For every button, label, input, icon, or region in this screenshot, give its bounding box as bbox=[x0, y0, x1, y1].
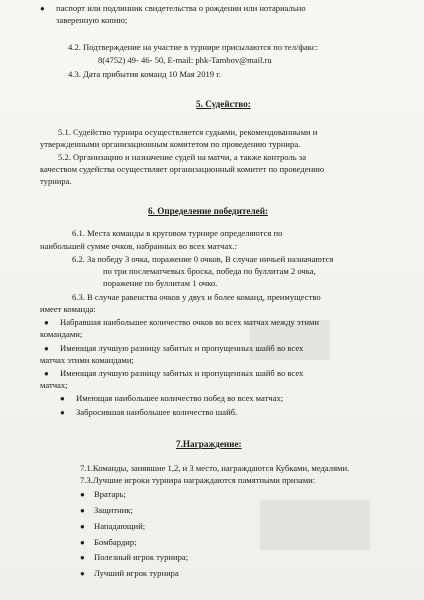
paragraph-6-1-line-1: 6.1. Места команды в круговом турнире определяются по bbox=[72, 228, 283, 238]
bullet-dot-icon: ● bbox=[44, 369, 49, 378]
paragraph-6-1-line-2: наибольшей сумме очков, набранных во всех матчах.: bbox=[40, 241, 237, 251]
bullet-dot-icon: ● bbox=[80, 553, 85, 562]
paragraph-5-1-line-1: 5.1. Судейство турнира осуществляется судьями, рекомендованными и bbox=[58, 127, 318, 137]
paragraph-4-3: 4.3. Дата прибытия команд 10 Мая 2019 г. bbox=[68, 69, 221, 79]
prize-item: Защитник; bbox=[94, 505, 133, 515]
section-5-title: 5. Судейство: bbox=[196, 99, 251, 109]
bullet-dot-icon: ● bbox=[80, 490, 85, 499]
paragraph-6-2-line-1: 6.2. За победу 3 очка, поражение 0 очков, В случае ничьей назначаются bbox=[72, 254, 334, 264]
paragraph-5-1-line-2: утвержденными организационным комитетом по проведению турнира. bbox=[40, 139, 301, 149]
bullet-dot-icon: ● bbox=[44, 344, 49, 353]
paragraph-6-3-line-1: 6.3. В случае равенства очков у двух и более команд, преимущество bbox=[72, 292, 321, 302]
paragraph-6-3-line-2: имеет команда: bbox=[40, 304, 96, 314]
paragraph-5-2-line-2: качеством судейства осуществляет организационный комитет по проведению bbox=[40, 164, 325, 174]
paragraph-4-2-line-1: 4.2. Подтверждение на участие в турнире присылаются по тел/факс: bbox=[68, 42, 318, 52]
paragraph-6-2-line-2: по три послематчевых броска, победа по буллитам 2 очка, bbox=[103, 266, 316, 276]
section-7-title: 7.Награждение: bbox=[176, 439, 242, 449]
criterion-1-line-2: командами; bbox=[40, 329, 83, 339]
bullet-dot-icon: ● bbox=[60, 408, 65, 417]
paragraph-5-2-line-1: 5.2. Организацию и назначение судей на матчи, а также контроль за bbox=[58, 152, 307, 162]
criterion-2-line-2: матчах этими командами; bbox=[40, 355, 134, 365]
bullet-dot-icon: ● bbox=[80, 522, 85, 531]
paragraph-6-2-line-3: поражение по буллитам 1 очко. bbox=[103, 278, 218, 288]
passport-line-1: паспорт или подлинник свидетельства о рождении или нотариально bbox=[56, 3, 306, 13]
criterion-1-line-1: Набравшая наибольшее количество очков во всех матчах между этими bbox=[60, 317, 319, 327]
prize-item: Нападающий; bbox=[94, 521, 146, 531]
bullet-dot-icon: ● bbox=[80, 538, 85, 547]
bullet-dot-icon: ● bbox=[40, 4, 45, 13]
paragraph-5-2-line-3: турнира. bbox=[40, 176, 72, 186]
bullet-dot-icon: ● bbox=[44, 318, 49, 327]
paragraph-7-3: 7.3.Лучшие игроки турнира награждаются памятными призами: bbox=[80, 475, 316, 485]
bullet-dot-icon: ● bbox=[80, 506, 85, 515]
criterion-5: Забросившая наибольшее количество шайб. bbox=[76, 407, 238, 417]
bullet-dot-icon: ● bbox=[60, 394, 65, 403]
bullet-dot-icon: ● bbox=[80, 569, 85, 578]
paragraph-4-2-line-2: 8(4752) 49- 46- 50, E-mail: phk-Tambov@mail.ru bbox=[98, 55, 272, 65]
prize-item: Лучший игрок турнира bbox=[94, 568, 179, 578]
criterion-3-line-1: Имеющая лучшую разницу забитых и пропущенных шайб во всех bbox=[60, 368, 304, 378]
passport-line-2: заверенную копию; bbox=[56, 15, 128, 25]
section-6-title: 6. Определение победителей: bbox=[148, 206, 269, 216]
criterion-2-line-1: Имеющая лучшую разницу забитых и пропущенных шайб во всех bbox=[60, 343, 304, 353]
prize-item: Бомбардир; bbox=[94, 537, 137, 547]
prize-item: Вратарь; bbox=[94, 489, 126, 499]
criterion-3-line-2: матчах; bbox=[40, 380, 68, 390]
scan-artifact bbox=[260, 500, 370, 550]
prize-item: Полезный игрок турнира; bbox=[94, 552, 189, 562]
criterion-4: Имеющая наибольшее количество побед во всех матчах; bbox=[76, 393, 284, 403]
scan-artifact bbox=[250, 320, 330, 360]
paragraph-7-1: 7.1.Команды, занявшие 1,2, и 3 место, награждаются Кубками, медалями. bbox=[80, 463, 350, 473]
